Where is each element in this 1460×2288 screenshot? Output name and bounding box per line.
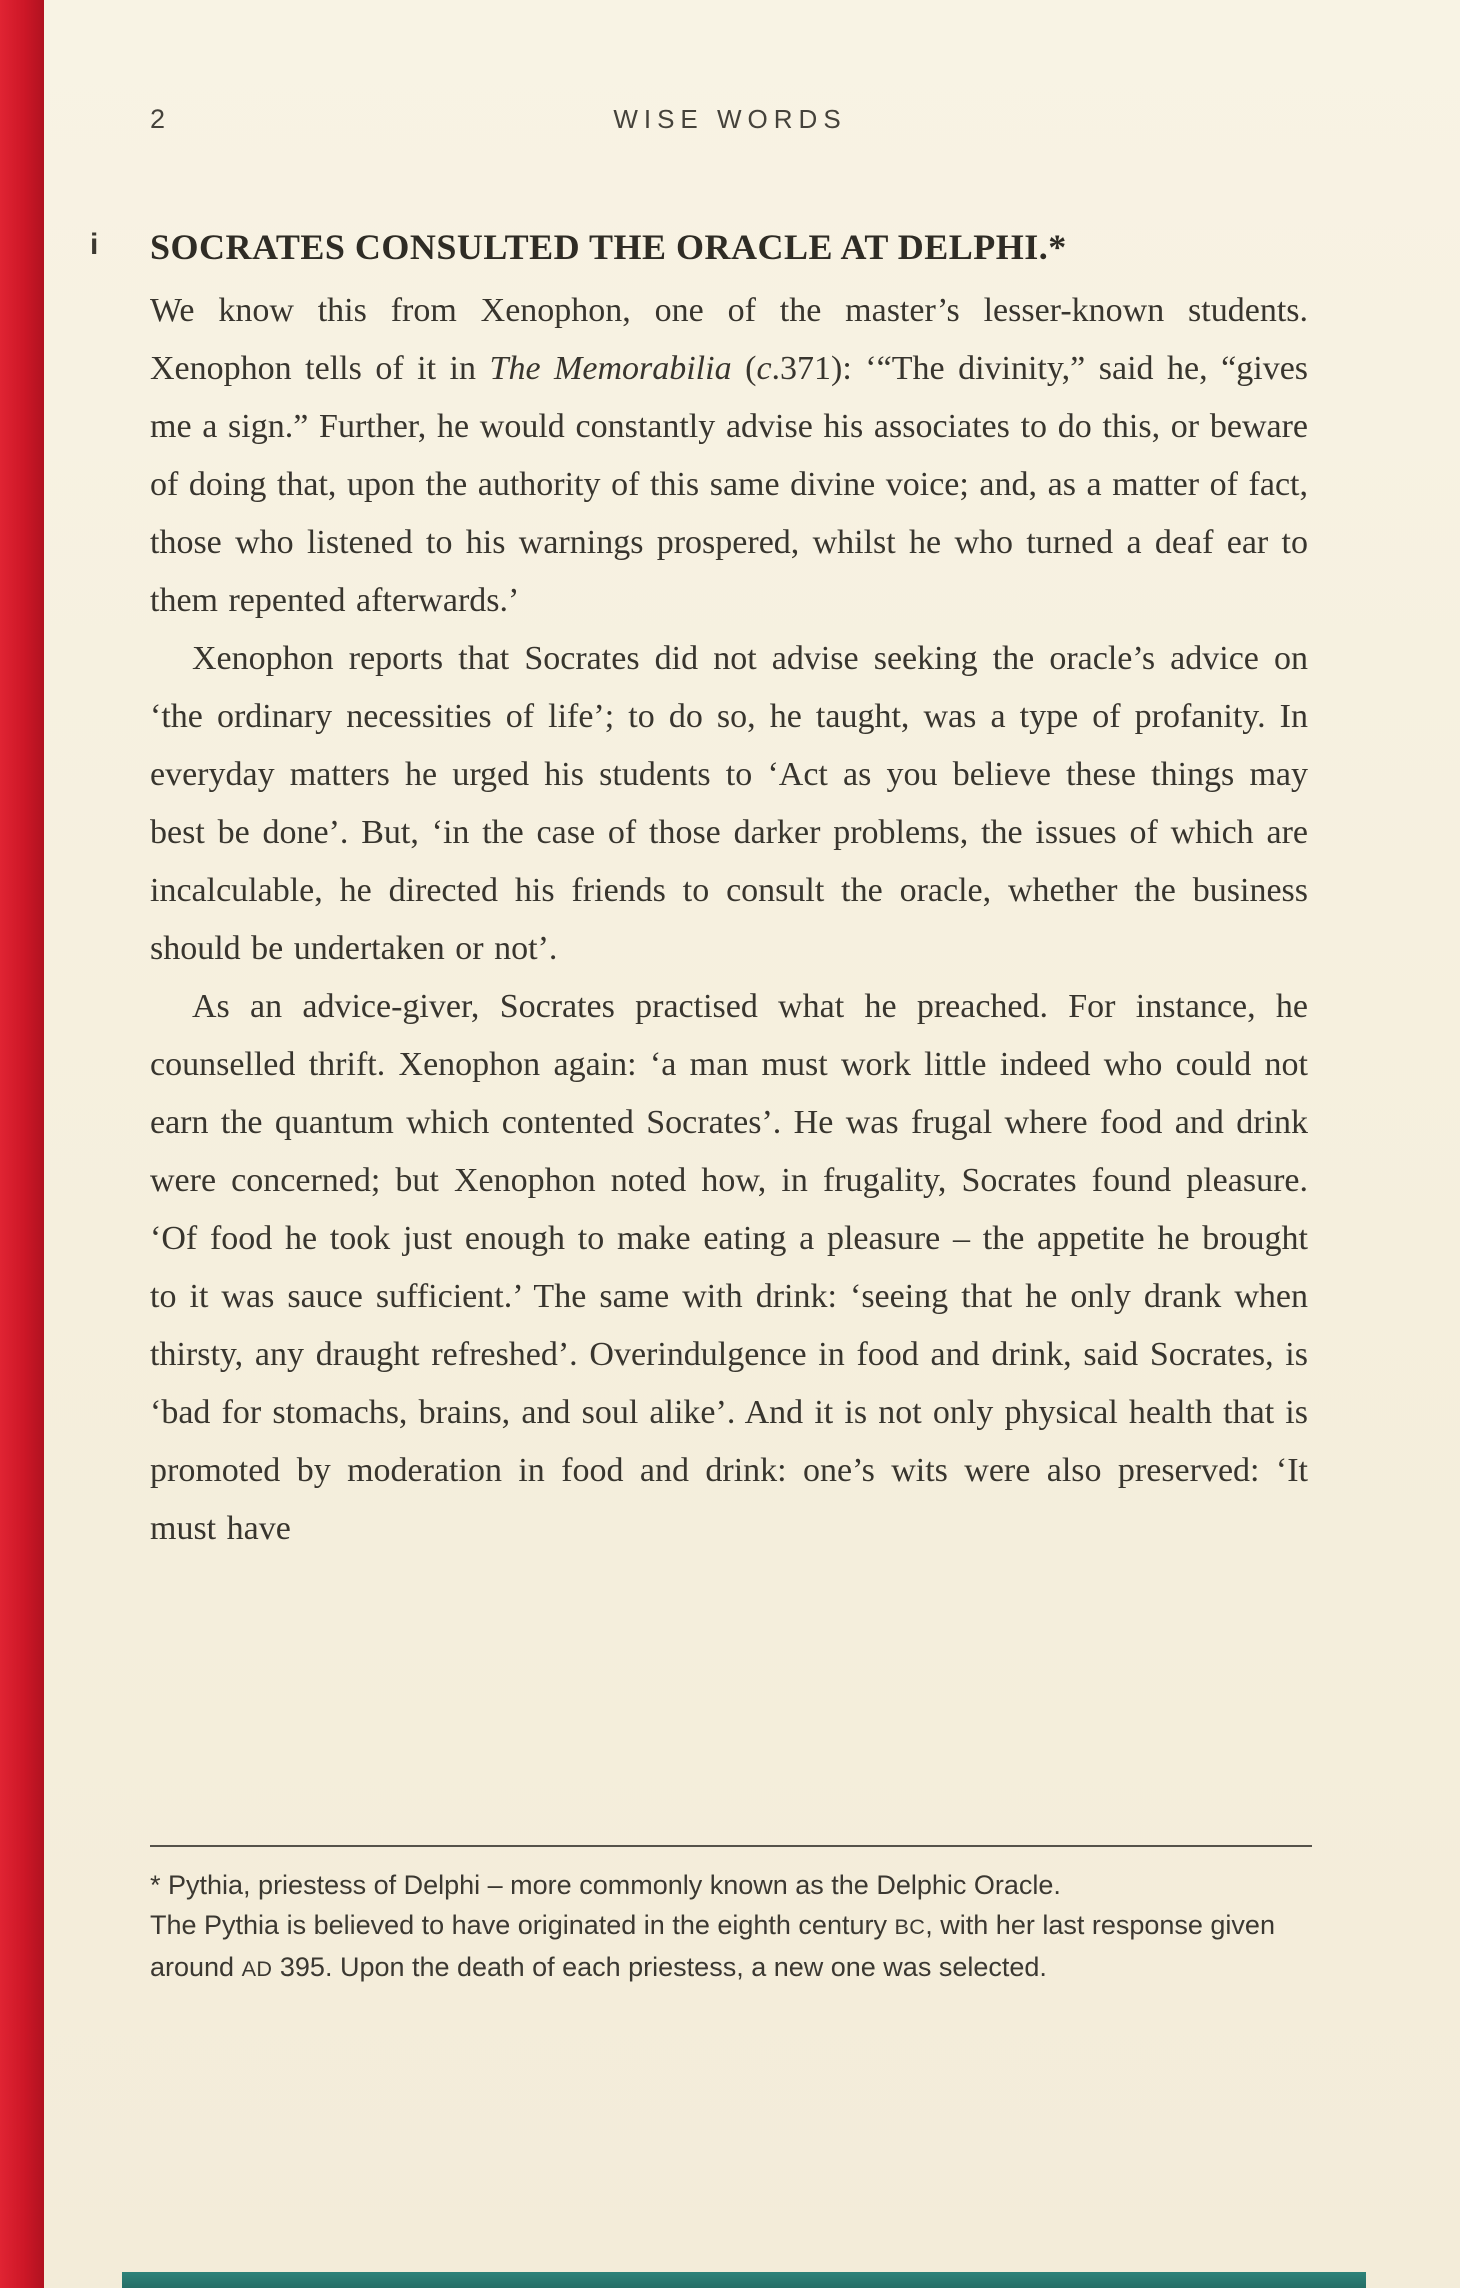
footnote-text: 395. Upon the death of each priestess, a new one was selected. (272, 1952, 1047, 1982)
book-cover-edge-strip (0, 0, 44, 2288)
entry-marker: i (90, 228, 99, 261)
footnote-text: The Pythia is believed to have originated in the eighth century (150, 1910, 895, 1940)
footnote-smallcaps-ad: AD (241, 1956, 273, 1981)
entry-heading: SOCRATES CONSULTED THE ORACLE AT DELPHI.* (150, 227, 1067, 267)
paragraph-1-text: .371): ‘“The divinity,” said he, “gives me a sign.” Further, he would constantly advise his associates to do this, or beware of doing that, upon the authority of this same divine voice; and, as a matter of fact, those who listened to his warnings prospered, whilst he who turned a deaf ear to them repented afterwards.’ (150, 350, 1309, 619)
footnote-body (150, 1905, 1312, 1989)
page-number: 2 (150, 104, 166, 134)
paragraph-1-text: ( (731, 350, 757, 387)
footnote-divider-rule (150, 1845, 1312, 1847)
running-header-title: WISE WORDS (613, 104, 847, 134)
footnote-section (150, 1845, 1312, 1989)
paragraph-2: Xenophon reports that Socrates did not advise seeking the oracle’s advice on ‘the ordinary necessities of life’; to do so, he taught, was a type of profanity. In everyday matters he urged his students to ‘Act as you believe these things may best be done’. But, ‘in the case of those darker problems, the issues of which are incalculable, he directed his friends to consult the oracle, whether the business should be undertaken or not’. (150, 640, 1308, 967)
paragraph-1-text: We know this from Xenophon, one of the master’s lesser-known students. Xenophon tells of it in (150, 292, 1308, 387)
circa-italic: c (756, 350, 772, 387)
bottom-color-strip (122, 2272, 1366, 2288)
body-text-block (150, 218, 1308, 1558)
running-head (0, 104, 1460, 144)
paragraph-1 (150, 282, 1308, 630)
footnote-line-1: * Pythia, priestess of Delphi – more commonly known as the Delphic Oracle. (150, 1870, 1061, 1900)
book-title-italic: The Memorabilia (489, 350, 732, 387)
footnote-text: , with her last response given around (150, 1910, 1275, 1982)
paragraph-3: As an advice-giver, Socrates practised what he preached. For instance, he counselled thrift. Xenophon again: ‘a man must work little indeed who could not earn the quantum which contented Socrates’. He was frugal where food and drink were concerned; but Xenophon noted how, in frugality, Socrates found pleasure. ‘Of food he took just enough to make eating a pleasure – the appetite he brought to it was sauce sufficient.’ The same with drink: ‘seeing that he only drank when thirsty, any draught refreshed’. Overindulgence in food and drink, said Socrates, is ‘bad for stomachs, brains, and soul alike’. And it is not only physical health that is promoted by moderation in food and drink: one’s wits were also preserved: ‘It must have (150, 988, 1308, 1547)
footnote-smallcaps-bc: BC (894, 1914, 926, 1939)
